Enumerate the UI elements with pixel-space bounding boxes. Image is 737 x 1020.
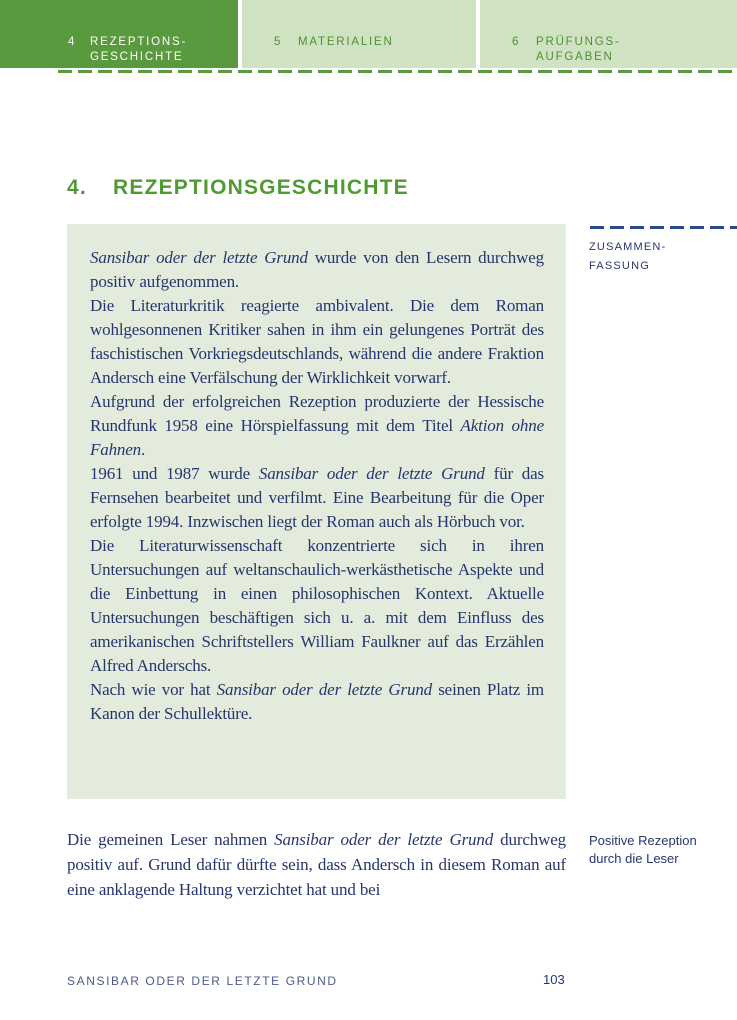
summary-paragraph bbox=[90, 462, 544, 534]
text-run: . bbox=[141, 440, 146, 459]
footer-book-title: SANSIBAR ODER DER LETZTE GRUND bbox=[67, 974, 338, 988]
summary-paragraph bbox=[90, 534, 544, 678]
text-run: Die Literaturkritik reagierte ambivalent. Die dem Roman wohlgesonnenen Kritiker sahen in ihm ein gelungenes Porträt des faschistischen Vorkriegsdeutschlands, während die andere Fraktion Andersch eine Verfälschung der Wirklichkeit vorwarf. bbox=[90, 296, 544, 387]
text-run: seinen Platz im Kanon der Schullektüre. bbox=[90, 680, 545, 723]
tab-materialien[interactable] bbox=[242, 0, 476, 68]
text-run: für das Fernsehen bearbeitet und verfilmt. Eine Bearbeitung für die Oper erfolgte 1994. Inzwischen liegt der Roman auch als Hörbuch vor. bbox=[90, 464, 544, 531]
chapter-heading bbox=[67, 176, 409, 200]
text-run: Die Literaturwissenschaft konzentrierte sich in ihren Untersuchungen auf weltanschaulich-werkästhetische Aspekte und die Einbettung in einen philosophischen Kontext. Aktuelle Untersuchungen beschäftigen sich u. a. mit dem Einfluss des amerikanischen Schriftstellers William Faulkner auf das Erzählen Alfred Anderschs. bbox=[90, 536, 544, 675]
chapter-title: REZEPTIONSGESCHICHTE bbox=[113, 176, 409, 199]
text-run: durchweg positiv auf. Grund dafür dürfte sein, dass Andersch in diesem Roman auf eine anklagende Haltung verzichtet hat und bei bbox=[67, 830, 566, 899]
italic-title: Sansibar oder der letzte Grund bbox=[216, 680, 433, 699]
summary-paragraph bbox=[90, 390, 544, 462]
chapter-number: 4. bbox=[67, 176, 87, 199]
marginal-divider bbox=[590, 226, 737, 229]
page-number: 103 bbox=[543, 972, 565, 987]
tab-number: 6 bbox=[512, 36, 521, 48]
marginal-positive-reception: Positive Rezeption durch die Leser bbox=[589, 833, 697, 866]
summary-paragraph bbox=[90, 246, 544, 294]
italic-title: Aktion ohne Fahnen bbox=[90, 416, 544, 459]
tab-label: PRÜFUNGS- AUFGABEN bbox=[536, 36, 621, 63]
tab-rezeptionsgeschichte[interactable] bbox=[0, 0, 238, 68]
marginal-summary-label: ZUSAMMEN- FASSUNG bbox=[589, 241, 667, 272]
body-paragraph bbox=[67, 827, 566, 902]
italic-title: Sansibar oder der letzte Grund bbox=[274, 830, 494, 849]
tab-pruefungsaufgaben[interactable] bbox=[480, 0, 737, 68]
body-text bbox=[67, 827, 566, 902]
text-run: wurde von den Lesern durchweg positiv aufgenommen. bbox=[90, 248, 545, 291]
text-run: Aufgrund der erfolgreichen Rezeption produzierte der Hessische Rundfunk 1958 eine Hörspielfassung mit dem Titel bbox=[90, 392, 544, 435]
header-divider bbox=[58, 70, 737, 73]
tab-label: MATERIALIEN bbox=[298, 36, 394, 48]
summary-box bbox=[67, 224, 566, 799]
italic-title: Sansibar oder der letzte Grund bbox=[90, 248, 308, 267]
tab-number: 4 bbox=[68, 36, 77, 48]
text-run: Die gemeinen Leser nahmen bbox=[67, 830, 275, 849]
tab-number: 5 bbox=[274, 36, 283, 48]
text-run: Nach wie vor hat bbox=[90, 680, 217, 699]
summary-paragraph bbox=[90, 678, 544, 726]
tab-label: REZEPTIONS- GESCHICHTE bbox=[90, 36, 188, 63]
text-run: 1961 und 1987 wurde bbox=[90, 464, 259, 483]
italic-title: Sansibar oder der letzte Grund bbox=[258, 464, 485, 483]
summary-paragraph bbox=[90, 294, 544, 390]
